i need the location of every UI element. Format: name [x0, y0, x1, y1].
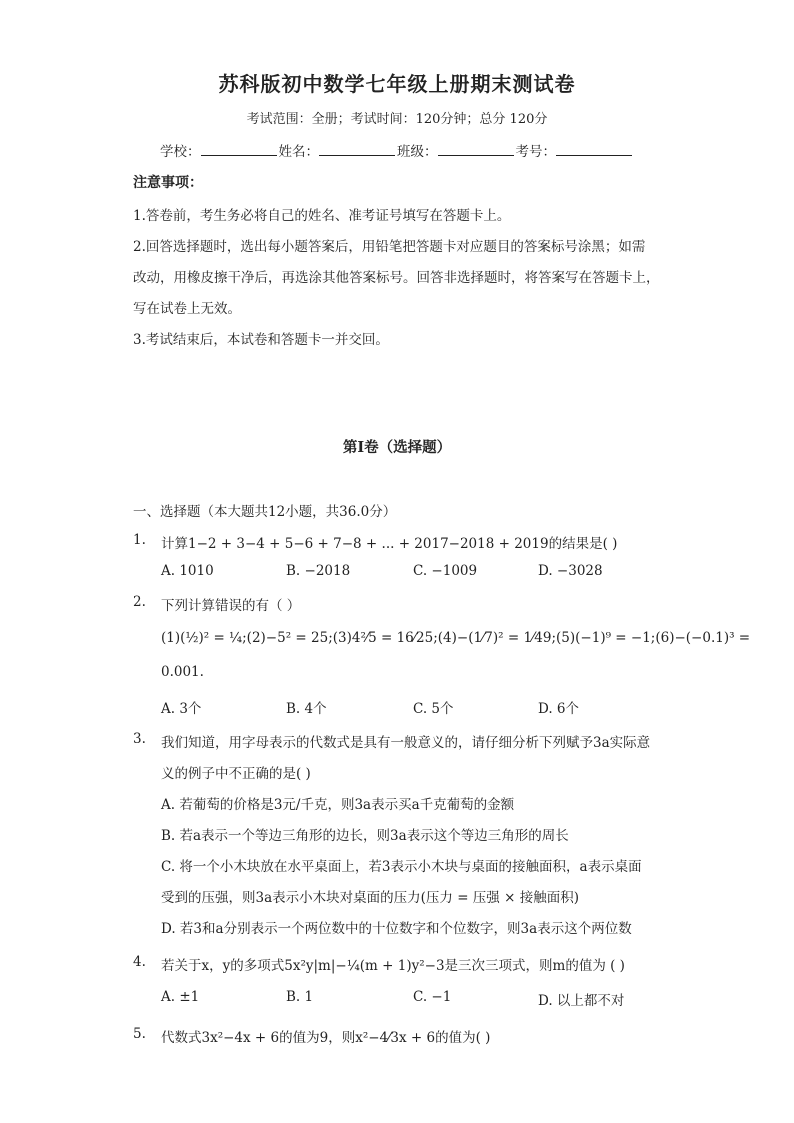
- notice-line-2a: 2.回答选择题时，选出每小题答案后，用铅笔把答题卡对应题目的答案标号涂黑；如需: [133, 239, 646, 255]
- number-blank[interactable]: [556, 143, 632, 156]
- page-title: 苏科版初中数学七年级上册期末测试卷: [218, 72, 576, 96]
- q1-option-c[interactable]: C. −1009: [413, 563, 478, 579]
- q4-option-c[interactable]: C. −1: [413, 989, 452, 1005]
- q3-option-a[interactable]: A. 若葡萄的价格是3元/千克，则3a表示买a千克葡萄的金额: [161, 797, 515, 813]
- notice-line-3: 3.考试结束后，本试卷和答题卡一并交回。: [133, 332, 389, 348]
- question-text-5: 代数式3x²−4x + 6的值为9，则x²−4⁄3x + 6的值为( ): [161, 1030, 491, 1046]
- question-number-3: 3.: [133, 731, 146, 747]
- question-2-formula: (1)(½)² = ¼;(2)−5² = 25;(3)4²⁄5 = 16⁄25;(4)−(1⁄7)² = 1⁄49;(5)(−1)⁹ = −1;(6)−(−0.1)³ =: [161, 630, 751, 646]
- q2-option-d[interactable]: D. 6个: [538, 701, 580, 717]
- question-text-4: 若关于x，y的多项式5x²y|m|−¼(m + 1)y²−3是三次三项式，则m的值为 ( ): [161, 958, 625, 974]
- school-label: 学校：: [160, 144, 201, 160]
- q2-option-b[interactable]: B. 4个: [286, 701, 327, 717]
- q4-option-d[interactable]: D. 以上都不对: [538, 993, 625, 1009]
- q1-option-a[interactable]: A. 1010: [161, 563, 214, 579]
- q3-option-b[interactable]: B. 若a表示一个等边三角形的边长，则3a表示这个等边三角形的周长: [161, 828, 569, 844]
- q3-option-c-cont: 受到的压强，则3a表示小木块对桌面的压力(压力 = 压强 × 接触面积): [161, 890, 579, 906]
- number-label: 考号：: [515, 144, 556, 160]
- section-title: 第I卷（选择题）: [342, 439, 452, 456]
- school-blank[interactable]: [201, 143, 277, 156]
- notice-line-2c: 写在试卷上无效。: [133, 301, 241, 317]
- notice-heading: 注意事项：: [133, 175, 203, 191]
- question-text-3: 我们知道，用字母表示的代数式是具有一般意义的，请仔细分析下列赋予3a实际意: [161, 735, 651, 751]
- question-2-formula-cont: 0.001.: [161, 664, 204, 680]
- q4-option-b[interactable]: B. 1: [286, 989, 314, 1005]
- exam-subtitle: 考试范围：全册；考试时间：120分钟；总分 120分: [246, 112, 548, 127]
- class-blank[interactable]: [438, 143, 514, 156]
- question-text-1: 计算1−2 + 3−4 + 5−6 + 7−8 + ... + 2017−2018 + 2019的结果是( ): [161, 536, 618, 552]
- student-info-row: [160, 140, 634, 160]
- part-heading: 一、选择题（本大题共12小题，共36.0分）: [133, 504, 397, 520]
- question-text-2: 下列计算错误的有（ ）: [161, 598, 301, 614]
- q4-option-a[interactable]: A. ±1: [161, 989, 200, 1005]
- question-text-3-cont: 义的例子中不正确的是( ): [161, 766, 311, 782]
- q3-option-d[interactable]: D. 若3和a分别表示一个两位数中的十位数字和个位数字，则3a表示这个两位数: [161, 921, 632, 937]
- q3-option-c[interactable]: C. 将一个小木块放在水平桌面上，若3表示小木块与桌面的接触面积，a表示桌面: [161, 859, 642, 875]
- question-number-1: 1.: [133, 532, 146, 548]
- name-label: 姓名：: [278, 144, 319, 160]
- question-number-5: 5.: [133, 1026, 146, 1042]
- q1-option-b[interactable]: B. −2018: [286, 563, 351, 579]
- notice-line-2b: 改动，用橡皮擦干净后，再选涂其他答案标号。回答非选择题时，将答案写在答题卡上，: [133, 270, 660, 286]
- q2-option-c[interactable]: C. 5个: [413, 701, 454, 717]
- notice-line-1: 1.答卷前，考生务必将自己的姓名、准考证号填写在答题卡上。: [133, 208, 511, 224]
- q2-option-a[interactable]: A. 3个: [161, 701, 202, 717]
- question-number-4: 4.: [133, 954, 146, 970]
- class-label: 班级：: [397, 144, 438, 160]
- q1-option-d[interactable]: D. −3028: [538, 563, 603, 579]
- name-blank[interactable]: [319, 143, 395, 156]
- question-number-2: 2.: [133, 594, 146, 610]
